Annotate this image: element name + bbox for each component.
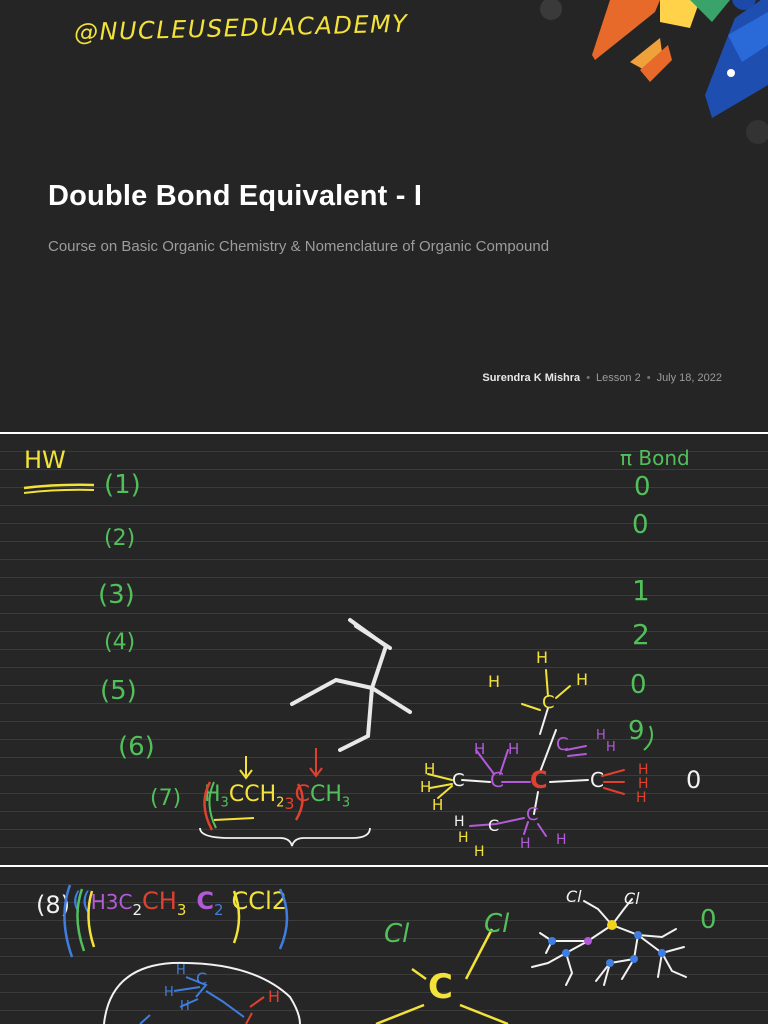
atom-h: H xyxy=(536,648,549,667)
atom-h: H xyxy=(636,790,647,806)
atom-h: H xyxy=(474,844,485,860)
atom-h: H xyxy=(420,778,432,796)
atom-h: H xyxy=(576,670,589,689)
atom-c: C xyxy=(490,768,504,792)
meta-separator: • xyxy=(586,372,591,384)
watermark: @NUCLEUSEDUACADEMY xyxy=(73,9,409,47)
item-label-7: (7) xyxy=(150,786,182,811)
lesson-number: Lesson 2 xyxy=(596,372,641,384)
atom-h: H xyxy=(474,740,486,758)
atom-h: H xyxy=(268,987,281,1006)
hw-heading: HW xyxy=(24,446,66,474)
formula-item-8: (($H3C_2CH_3$ $C_2$ CCl2 xyxy=(72,887,287,919)
atom-h: H xyxy=(638,776,649,792)
atom-h: H xyxy=(556,832,567,848)
meta-separator: • xyxy=(646,372,651,384)
title-slide xyxy=(0,0,768,432)
item-label-1: (1) xyxy=(104,470,141,500)
pi-bond-answer-6: 9 xyxy=(628,716,645,746)
atom-h: H xyxy=(488,672,501,691)
arrow-down-yellow-icon xyxy=(240,756,252,778)
lesson-date: July 18, 2022 xyxy=(656,372,722,384)
atom-c-central: C xyxy=(530,766,548,794)
formula-item-7: $H_3CCH_{23}CCH_3$ xyxy=(204,782,351,813)
skeletal-structure xyxy=(292,620,410,750)
atom-c: C xyxy=(526,804,539,825)
atom-h: H xyxy=(606,740,616,755)
homework-notes-page xyxy=(0,434,768,865)
item-label-8: (8) xyxy=(36,891,70,919)
atom-h: H xyxy=(520,836,531,852)
atom-c: C xyxy=(452,770,465,791)
bracket-right-red xyxy=(296,784,303,820)
atom-c: C xyxy=(542,692,555,713)
atom-h: H xyxy=(164,985,174,1000)
formula-underline xyxy=(214,818,254,820)
pi-bond-answer-4: 2 xyxy=(632,618,650,651)
atom-c: C xyxy=(556,734,569,755)
rocket-decoration-icon xyxy=(0,0,768,432)
atom-h: H xyxy=(508,740,520,758)
atom-h: H xyxy=(176,963,186,978)
notes-drawings xyxy=(0,434,768,865)
atom-h: H xyxy=(638,762,649,778)
page-title: Double Bond Equivalent - I xyxy=(48,180,423,212)
pi-bond-answer-8: 0 xyxy=(700,905,717,935)
pi-bond-answer-5: 0 xyxy=(630,670,647,700)
chlorine-label: Cl xyxy=(484,909,510,939)
curly-brace xyxy=(200,828,370,846)
atom-c: C xyxy=(488,816,500,835)
pi-bond-answer-3: 1 xyxy=(632,574,650,607)
item-label-2: (2) xyxy=(104,526,136,551)
pi-bond-answer-1: 0 xyxy=(634,472,651,502)
pi-bond-answer-7: 0 xyxy=(686,766,702,794)
course-subtitle: Course on Basic Organic Chemistry & Nomenclature of Organic Compound xyxy=(48,238,550,255)
pi-bond-column-header: π Bond xyxy=(620,446,690,470)
item-label-5: (5) xyxy=(100,676,137,706)
bracket-left-green xyxy=(209,782,216,828)
atom-c: C xyxy=(196,969,208,988)
item-label-3: (3) xyxy=(98,580,135,610)
item-label-6: (6) xyxy=(118,732,155,762)
atom-c: C xyxy=(590,768,604,792)
atom-h: H xyxy=(180,999,190,1014)
arrow-down-red-icon xyxy=(310,748,322,776)
chlorine-label-small: Cl xyxy=(566,887,582,906)
atom-h: H xyxy=(596,728,606,743)
central-carbon: C xyxy=(428,967,453,1007)
atom-h: H xyxy=(454,814,465,830)
lesson-meta xyxy=(482,372,722,384)
atom-h: H xyxy=(458,830,469,846)
item-8-notes-page xyxy=(0,867,768,1024)
atom-h: H xyxy=(424,760,436,778)
pi-bond-answer-2: 0 xyxy=(632,510,649,540)
item-label-4: (4) xyxy=(104,630,136,655)
author-name: Surendra K Mishra xyxy=(482,372,581,384)
chlorine-label-small: Cl xyxy=(624,889,640,908)
atom-h: H xyxy=(432,796,444,814)
chlorine-label: Cl xyxy=(384,919,410,949)
